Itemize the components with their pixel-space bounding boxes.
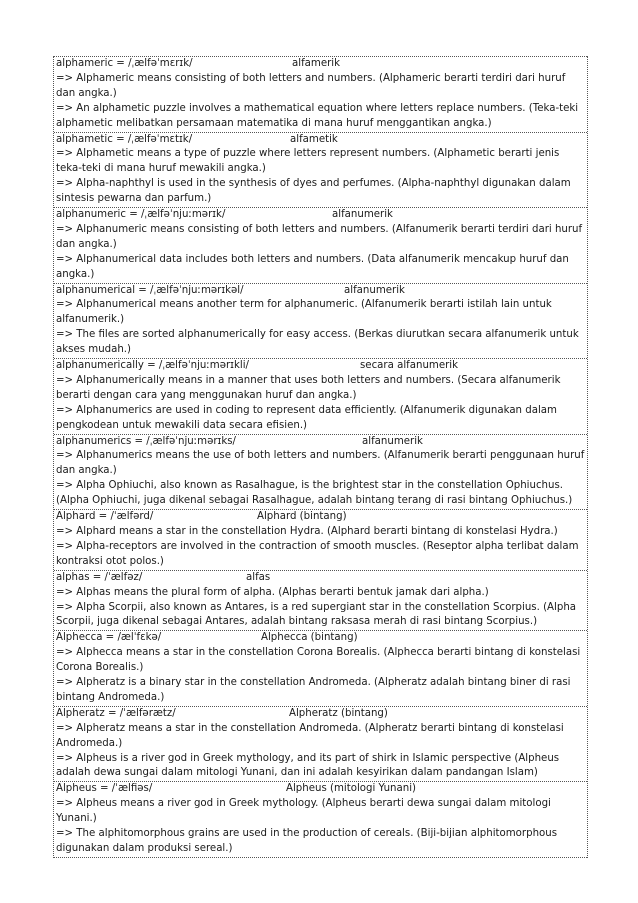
- headword: alphanumerical = /ˌælfəˈnjuːmərɪkəl/: [56, 284, 244, 296]
- example-sentence: => Alphanumerics are used in coding to represent data efficiently. (Alfanumerik digunakan dalam pengkodean untuk mewakili data secara efisien.): [56, 404, 557, 431]
- example-sentence: => Alpha Scorpii, also known as Antares, is a red supergiant star in the constellation Scorpius. (Alpha Scorpii, juga dikenal sebagai Antares, adalah bintang raksasa merah di rasi bintang Scorpius.): [56, 601, 577, 628]
- translation: alfanumerik: [362, 435, 423, 447]
- example-sentence: => Alphanumeric means consisting of both letters and numbers. (Alfanumerik berarti terdiri dari huruf dan angka.): [56, 223, 583, 250]
- example-sentence: => Alphanumerically means in a manner that uses both letters and numbers. (Secara alfanumerik berarti dengan cara yang menggunakan huruf dan angka.): [56, 374, 561, 401]
- headword: alphameric = /ˌælfəˈmɛrɪk/: [56, 58, 193, 69]
- headword: alphas = /ˈælfəz/: [56, 571, 143, 583]
- example-sentence: => Alpha-naphthyl is used in the synthesis of dyes and perfumes. (Alpha-naphthyl digunakan dalam sintesis pewarna dan parfum.): [56, 178, 571, 205]
- translation: Alphard (bintang): [257, 511, 347, 523]
- example-sentence: => Alphanumerics means the use of both letters and numbers. (Alfanumerik berarti penggunaan huruf dan angka.): [56, 450, 585, 477]
- translation: alfas: [246, 571, 271, 583]
- translation: Alpheus (mitologi Yunani): [286, 783, 417, 795]
- dictionary-entry: [54, 434, 587, 510]
- headword: Alphard = /ˈælfərd/: [56, 511, 154, 523]
- translation: alfanumerik: [332, 209, 393, 221]
- translation: alfamerik: [292, 58, 341, 69]
- example-sentence: => Alpha Ophiuchi, also known as Rasalhague, is the brightest star in the constellation Ophiuchus. (Alpha Ophiuchi, juga dikenal sebagai Rasalhague, adalah bintang terang di rasi bintang Ophiuchus.): [56, 480, 573, 507]
- headword: Alpheratz = /ˈælfərætz/: [56, 707, 176, 719]
- example-sentence: => Alphard means a star in the constellation Hydra. (Alphard berarti bintang di konstelasi Hydra.): [56, 525, 558, 537]
- example-sentence: => Alpheus means a river god in Greek mythology. (Alpheus berarti dewa sungai dalam mitologi Yunani.): [56, 798, 551, 825]
- headword: Alpheus = /ˈælfiəs/: [56, 783, 153, 795]
- translation: Alphecca (bintang): [261, 632, 358, 644]
- translation: alfanumerik: [344, 284, 405, 296]
- dictionary-entry: [54, 509, 587, 570]
- example-sentence: => Alpheratz means a star in the constellation Andromeda. (Alpheratz berarti bintang di konstelasi Andromeda.): [56, 722, 564, 749]
- example-sentence: => Alphanumerical means another term for alphanumeric. (Alfanumerik berarti istilah lain untuk alfanumerik.): [56, 299, 552, 326]
- dictionary-entry: [54, 570, 587, 631]
- dictionary-entry: [54, 283, 587, 359]
- dictionary-entry: [54, 207, 587, 283]
- example-sentence: => Alphametic means a type of puzzle where letters represent numbers. (Alphametic berarti jenis teka-teki di mana huruf mewakili angka.): [56, 148, 560, 175]
- example-sentence: => Alphameric means consisting of both letters and numbers. (Alphameric berarti terdiri dari huruf dan angka.): [56, 72, 566, 99]
- translation: Alpheratz (bintang): [289, 707, 388, 719]
- dictionary-entry: [54, 781, 587, 858]
- headword: alphanumerics = /ˌælfəˈnjuːmərɪks/: [56, 435, 236, 447]
- headword: alphanumeric = /ˌælfəˈnjuːmərɪk/: [56, 209, 226, 221]
- translation: secara alfanumerik: [360, 360, 459, 372]
- dictionary-entry: [54, 706, 587, 782]
- example-sentence: => Alphecca means a star in the constellation Corona Borealis. (Alphecca berarti bintang di konstelasi Corona Borealis.): [56, 647, 581, 674]
- example-sentence: => The alphitomorphous grains are used in the production of cereals. (Biji-bijian alphitomorphous digunakan dalam produksi sereal.): [56, 828, 558, 854]
- translation: alfametik: [290, 133, 338, 145]
- example-sentence: => Alphas means the plural form of alpha. (Alphas berarti bentuk jamak dari alpha.): [56, 586, 489, 598]
- example-sentence: => Alpha-receptors are involved in the contraction of smooth muscles. (Reseptor alpha terlibat dalam kontraksi otot polos.): [56, 540, 579, 567]
- example-sentence: => Alpheratz is a binary star in the constellation Andromeda. (Alpheratz adalah bintang biner di rasi bintang Andromeda.): [56, 677, 571, 703]
- dictionary-entry: [54, 56, 587, 132]
- dictionary-entry: [54, 358, 587, 434]
- example-sentence: => Alpheus is a river god in Greek mythology, and its part of shirk in Islamic perspective (Alpheus adalah dewa sungai dalam mitologi Yunani, dan ini adalah kesyirikan dalam pandangan Islam): [56, 752, 560, 779]
- headword: alphametic = /ˌælfəˈmɛtɪk/: [56, 133, 193, 145]
- example-sentence: => The files are sorted alphanumerically for easy access. (Berkas diurutkan secara alfanumerik untuk akses mudah.): [56, 329, 579, 356]
- dictionary-entry: [54, 630, 587, 706]
- example-sentence: => An alphametic puzzle involves a mathematical equation where letters replace numbers. (Teka-teki alphametic melibatkan persamaan matematika di mana huruf menggantikan angka.): [56, 102, 579, 129]
- headword: alphanumerically = /ˌælfəˈnjuːmərɪkli/: [56, 360, 249, 372]
- example-sentence: => Alphanumerical data includes both letters and numbers. (Data alfanumerik mencakup huruf dan angka.): [56, 253, 569, 280]
- dictionary-entry: [54, 132, 587, 208]
- dictionary-table: [53, 56, 588, 858]
- headword: Alphecca = /ælˈfɛkə/: [56, 632, 162, 644]
